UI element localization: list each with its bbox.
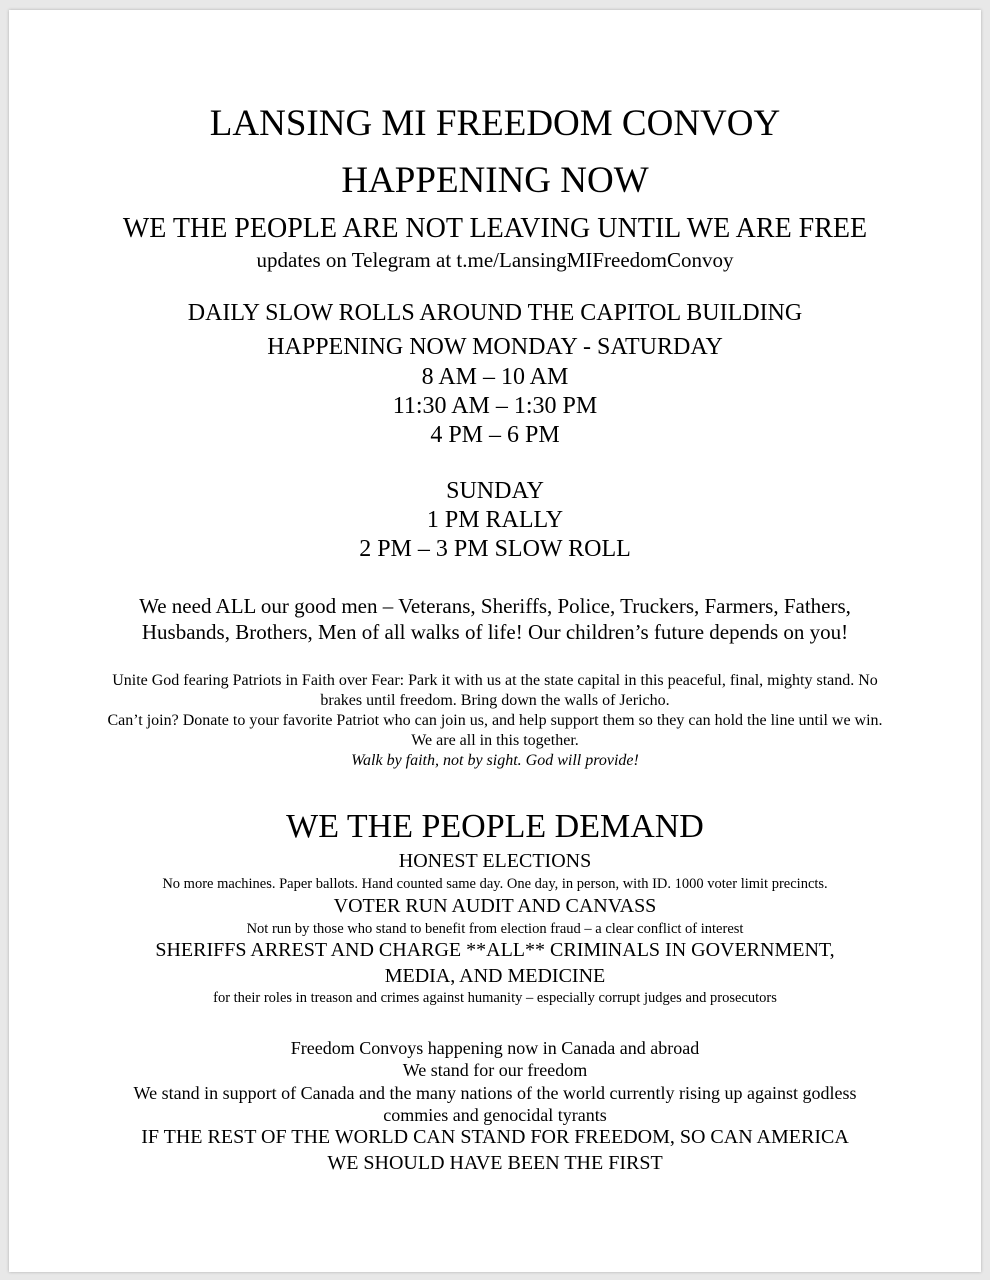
demand-2-title: VOTER RUN AUDIT AND CANVASS — [333, 895, 657, 917]
closing-line-5: WE SHOULD HAVE BEEN THE FIRST — [327, 1152, 663, 1174]
appeal-line-1: We need ALL our good men – Veterans, Sheriffs, Police, Truckers, Farmers, Fathers, — [139, 594, 851, 618]
demand-3-title-line-1: SHERIFFS ARREST AND CHARGE **ALL** CRIMINALS IN GOVERNMENT, — [155, 939, 835, 961]
weekday-time-2: 11:30 AM – 1:30 PM — [392, 393, 598, 419]
schedule-heading: DAILY SLOW ROLLS AROUND THE CAPITOL BUILDING — [187, 300, 803, 326]
sunday-item-2: 2 PM – 3 PM SLOW ROLL — [359, 536, 631, 562]
telegram-updates: updates on Telegram at t.me/LansingMIFreedomConvoy — [256, 248, 734, 272]
closing-line-4: IF THE REST OF THE WORLD CAN STAND FOR FREEDOM, SO CAN AMERICA — [141, 1126, 849, 1148]
closing-line-2: We stand for our freedom — [402, 1060, 588, 1080]
faith-motto: Walk by faith, not by sight. God will provide! — [351, 752, 639, 769]
title-line-2: HAPPENING NOW — [341, 160, 649, 201]
weekday-time-3: 4 PM – 6 PM — [430, 422, 560, 448]
demand-3-title-line-2: MEDIA, AND MEDICINE — [384, 965, 606, 987]
demand-1-detail: No more machines. Paper ballots. Hand counted same day. One day, in person, with ID. 1000 voter limit precincts. — [162, 876, 828, 892]
sunday-heading: SUNDAY — [446, 478, 544, 504]
flyer-page — [9, 10, 981, 1272]
title-line-1: LANSING MI FREEDOM CONVOY — [209, 103, 781, 144]
closing-line-3: We stand in support of Canada and the many nations of the world currently rising up against godless commies and genocidal tyrants — [133, 1083, 857, 1125]
donate-paragraph: Can’t join? Donate to your favorite Patriot who can join us, and help support them so they can hold the line until we win. We are all in this together. — [107, 712, 883, 749]
weekday-time-1: 8 AM – 10 AM — [421, 364, 569, 390]
weekday-heading: HAPPENING NOW MONDAY - SATURDAY — [267, 334, 723, 360]
sunday-item-1: 1 PM RALLY — [426, 507, 564, 533]
demand-1-title: HONEST ELECTIONS — [398, 850, 592, 872]
subtitle: WE THE PEOPLE ARE NOT LEAVING UNTIL WE ARE FREE — [122, 213, 868, 244]
demand-3-detail: for their roles in treason and crimes against humanity – especially corrupt judges and prosecutors — [213, 990, 777, 1006]
demands-heading: WE THE PEOPLE DEMAND — [286, 808, 704, 845]
closing-line-1: Freedom Convoys happening now in Canada and abroad — [290, 1038, 700, 1058]
unite-paragraph: Unite God fearing Patriots in Faith over Fear: Park it with us at the state capital in this peaceful, final, mighty stand. No brakes until freedom. Bring down the walls of Jericho. — [112, 672, 878, 709]
demand-2-detail: Not run by those who stand to benefit from election fraud – a clear conflict of interest — [246, 921, 744, 937]
appeal-line-2: Husbands, Brothers, Men of all walks of life! Our children’s future depends on you! — [141, 620, 849, 644]
